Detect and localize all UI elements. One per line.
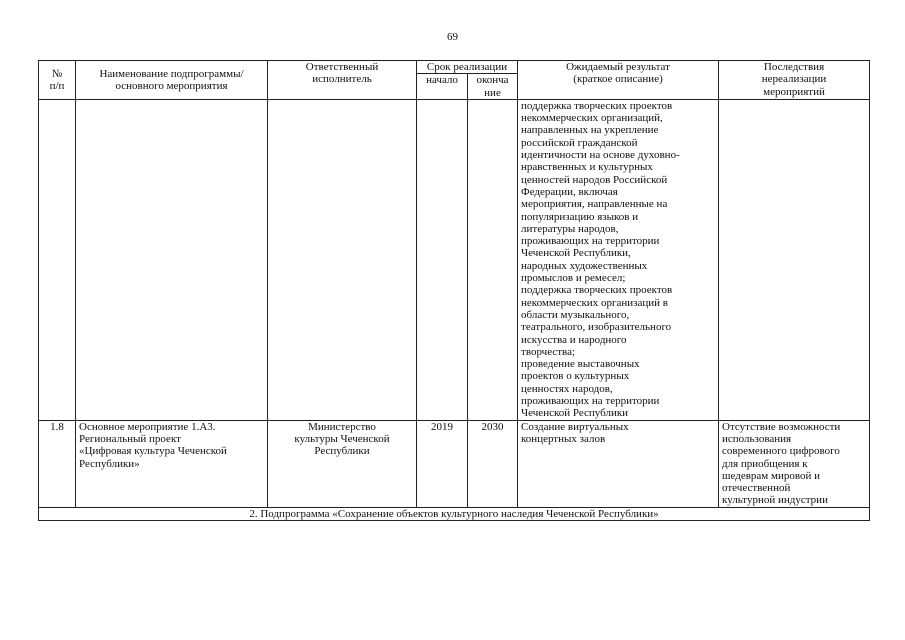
row-start xyxy=(417,99,468,420)
row-start: 2019 xyxy=(417,420,468,507)
section-heading-row xyxy=(39,507,870,520)
page-number: 69 xyxy=(447,31,458,43)
row-result: Создание виртуальных концертных залов xyxy=(518,420,719,507)
table-row xyxy=(39,420,870,507)
table-row xyxy=(39,99,870,420)
header-executor: Ответственный исполнитель xyxy=(268,61,417,100)
row-name xyxy=(76,99,268,420)
row-consequences xyxy=(719,99,870,420)
header-consequences: Последствия нереализации мероприятий xyxy=(719,61,870,100)
header-period: Срок реализации xyxy=(417,61,518,74)
program-table xyxy=(38,60,870,521)
row-end xyxy=(468,99,518,420)
header-end: оконча ние xyxy=(468,74,518,100)
header-row-1 xyxy=(39,61,870,74)
row-executor xyxy=(268,99,417,420)
header-num: № п/п xyxy=(39,61,76,100)
row-result: поддержка творческих проектов некоммерческих организаций, направленных на укрепление российской гражданской идентичности на основе духовно- нравственных и культурных ценностей народов Российской Федерации, включая мероприятия, направленные на популяризацию языков и литературы народов, проживающих на территории Чеченской Республики, народных художественных промыслов и ремесел; поддержка творческих проектов некоммерческих организаций в области музыкального, театрального, изобразительного искусства и народного творчества; проведение выставочных проектов о культурных ценностях народов, проживающих на территории Чеченской Республики xyxy=(518,99,719,420)
header-start: начало xyxy=(417,74,468,100)
row-num: 1.8 xyxy=(39,420,76,507)
row-consequences: Отсутствие возможности использования современного цифрового для приобщения к шедеврам мировой и отечественной культурной индустрии xyxy=(719,420,870,507)
header-result: Ожидаемый результат (краткое описание) xyxy=(518,61,719,100)
row-name: Основное мероприятие 1.А3. Региональный проект «Цифровая культура Чеченской Республики» xyxy=(76,420,268,507)
row-num xyxy=(39,99,76,420)
section-title: 2. Подпрограмма «Сохранение объектов культурного наследия Чеченской Республики» xyxy=(39,507,870,520)
header-name: Наименование подпрограммы/ основного мероприятия xyxy=(76,61,268,100)
row-end: 2030 xyxy=(468,420,518,507)
row-executor: Министерство культуры Чеченской Республики xyxy=(268,420,417,507)
